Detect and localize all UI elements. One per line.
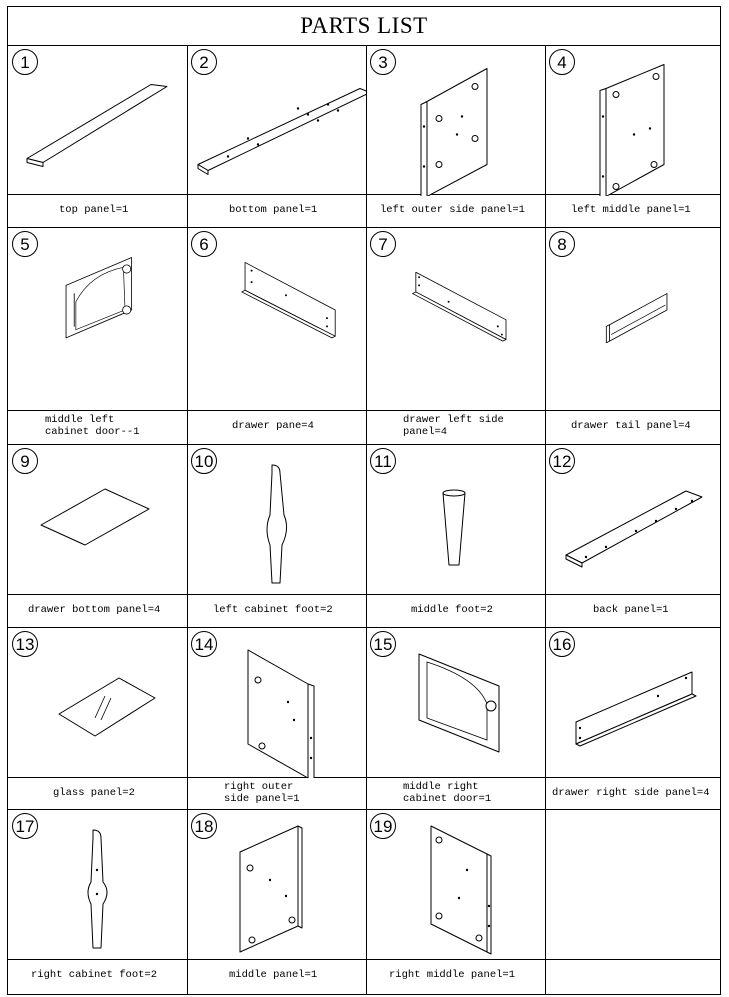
part-cell-10 <box>188 445 365 628</box>
part-cell-5 <box>9 228 186 445</box>
part-label: glass panel=2 <box>53 787 135 799</box>
part-label: bottom panel=1 <box>229 204 318 216</box>
part-label: right middle panel=1 <box>389 969 516 981</box>
part-cell-14 <box>188 628 365 810</box>
part-label: drawer bottom panel=4 <box>28 604 161 616</box>
part-cell-3 <box>367 46 544 227</box>
part-label: middle foot=2 <box>411 604 493 616</box>
part-number: 10 <box>191 448 217 474</box>
part-label: top panel=1 <box>59 204 129 216</box>
part-number: 8 <box>549 231 575 257</box>
part-number: 19 <box>370 813 396 839</box>
part-cell-18 <box>188 810 365 993</box>
part-label: left outer side panel=1 <box>380 204 525 216</box>
part-cell-19 <box>367 810 544 993</box>
part-label: drawer tail panel=4 <box>571 420 691 432</box>
part-cell-8 <box>546 228 723 445</box>
part-number: 7 <box>370 231 396 257</box>
part-cell-9 <box>9 445 186 628</box>
part-label: right outer side panel=1 <box>224 781 300 805</box>
part-number: 18 <box>191 813 217 839</box>
part-number: 4 <box>549 49 575 75</box>
part-cell-16 <box>546 628 723 810</box>
part-label: middle panel=1 <box>229 969 318 981</box>
part-number: 6 <box>191 231 217 257</box>
empty-cell <box>546 810 723 993</box>
part-cell-15 <box>367 628 544 810</box>
part-label: right cabinet foot=2 <box>31 969 158 981</box>
part-number: 2 <box>191 49 217 75</box>
part-cell-4 <box>546 46 723 227</box>
part-label: middle left cabinet door--1 <box>45 414 140 438</box>
part-cell-7 <box>367 228 544 445</box>
part-label: left cabinet foot=2 <box>213 604 333 616</box>
part-number: 16 <box>549 631 575 657</box>
part-number: 3 <box>370 49 396 75</box>
part-label: left middle panel=1 <box>571 204 691 216</box>
part-cell-13 <box>9 628 186 810</box>
part-label: middle right cabinet door=1 <box>403 781 492 805</box>
part-label: drawer pane=4 <box>232 420 314 432</box>
part-cell-6 <box>188 228 365 445</box>
part-number: 5 <box>12 231 38 257</box>
part-number: 15 <box>370 631 396 657</box>
part-number: 14 <box>191 631 217 657</box>
part-number: 17 <box>12 813 38 839</box>
part-label: back panel=1 <box>593 604 669 616</box>
part-label: drawer right side panel=4 <box>552 787 710 799</box>
part-number: 13 <box>12 631 38 657</box>
part-number: 9 <box>12 448 38 474</box>
part-number: 11 <box>370 448 396 474</box>
part-cell-2 <box>188 46 365 227</box>
part-cell-17 <box>9 810 186 993</box>
part-cell-11 <box>367 445 544 628</box>
part-label: drawer left side panel=4 <box>403 414 504 438</box>
part-number: 1 <box>12 49 38 75</box>
part-cell-1 <box>9 46 186 227</box>
part-number: 12 <box>549 448 575 474</box>
parts-list-sheet <box>7 6 721 995</box>
part-cell-12 <box>546 445 723 628</box>
page-title: PARTS LIST <box>8 7 720 46</box>
